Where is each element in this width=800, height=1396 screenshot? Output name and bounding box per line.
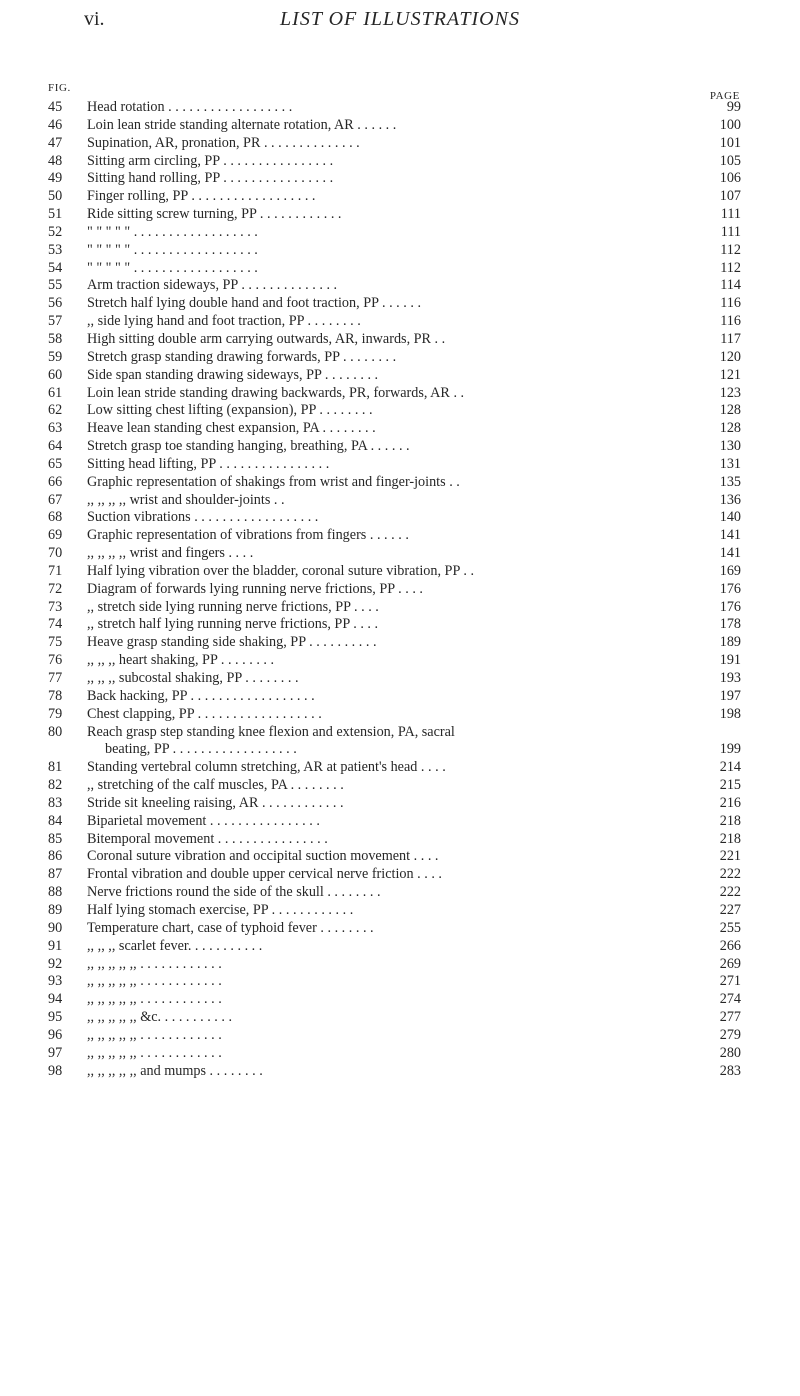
caption-text: Bitemporal movement . . . . . . . . . . . . . . . . — [87, 830, 328, 847]
caption-text: " " " " " . . . . . . . . . . . . . . . . . . — [87, 241, 258, 258]
caption-text: ,, ,, ,, ,, ,, . . . . . . . . . . . . — [87, 1044, 222, 1061]
page-number: 140 — [719, 509, 741, 526]
figure-caption — [87, 242, 711, 260]
caption-text: Temperature chart, case of typhoid fever . . . . . . . . — [87, 919, 374, 936]
page-number: 274 — [719, 991, 741, 1008]
caption-text: Frontal vibration and double upper cervical nerve friction . . . . — [87, 866, 442, 883]
list-item — [0, 634, 800, 652]
figure-number: 69 — [48, 527, 63, 544]
list-item — [0, 402, 800, 420]
list-item — [0, 277, 800, 295]
figure-number: 66 — [48, 473, 63, 490]
figure-number: 57 — [48, 313, 63, 330]
page-number: 227 — [719, 901, 741, 918]
figure-caption — [87, 385, 711, 403]
list-item — [0, 795, 800, 813]
page-number: 198 — [719, 705, 741, 722]
page-number: 121 — [719, 366, 741, 383]
caption-text: Nerve frictions round the side of the skull . . . . . . . . — [87, 884, 381, 901]
page-number: 216 — [719, 794, 741, 811]
figure-caption — [87, 527, 711, 545]
figure-number: 60 — [48, 366, 63, 383]
figure-number: 86 — [48, 848, 63, 865]
page-number: 266 — [719, 937, 741, 954]
caption-text: High sitting double arm carrying outwards, AR, inwards, PR . . — [87, 330, 446, 347]
caption-text: Heave lean standing chest expansion, PA . . . . . . . . — [87, 420, 376, 437]
page-number: 141 — [719, 527, 741, 544]
list-item — [0, 688, 800, 706]
page-number: 136 — [719, 491, 741, 508]
caption-text: ,, ,, ,, ,, ,, . . . . . . . . . . . . — [87, 991, 222, 1008]
caption-text: Loin lean stride standing alternate rotation, AR . . . . . . — [87, 116, 397, 133]
page-number: 197 — [719, 687, 741, 704]
page-number: 141 — [719, 545, 741, 562]
caption-text: Side span standing drawing sideways, PP . . . . . . . . — [87, 366, 379, 383]
list-item — [0, 527, 800, 545]
page-number: 107 — [719, 188, 741, 205]
figure-number: 92 — [48, 955, 63, 972]
caption-text: Heave grasp standing side shaking, PP . . . . . . . . . . — [87, 634, 377, 651]
caption-text: ,, ,, ,, ,, wrist and shoulder-joints . . — [87, 491, 285, 508]
list-item — [0, 474, 800, 492]
caption-text: Sitting head lifting, PP . . . . . . . . . . . . . . . . — [87, 455, 330, 472]
figure-number: 84 — [48, 812, 63, 829]
figure-number: 82 — [48, 777, 63, 794]
figure-number: 53 — [48, 241, 63, 258]
caption-text: Stretch grasp toe standing hanging, breathing, PA . . . . . . — [87, 438, 410, 455]
page-number: 176 — [719, 598, 741, 615]
figure-caption — [87, 474, 711, 492]
page-number: 199 — [719, 741, 741, 758]
figure-caption — [87, 349, 711, 367]
page-number: 271 — [719, 973, 741, 990]
page-number: 283 — [719, 1062, 741, 1079]
page-title: LIST OF ILLUSTRATIONS — [280, 8, 520, 30]
figure-number: 78 — [48, 687, 63, 704]
page-number: 277 — [719, 1009, 741, 1026]
figure-number: 64 — [48, 438, 63, 455]
caption-text: Graphic representation of shakings from wrist and finger-joints . . — [87, 473, 460, 490]
page-number: 131 — [719, 455, 741, 472]
list-item — [0, 902, 800, 920]
list-item — [0, 813, 800, 831]
figure-caption — [87, 492, 711, 510]
figure-number: 49 — [48, 170, 63, 187]
figure-number: 74 — [48, 616, 63, 633]
page-number: 193 — [719, 670, 741, 686]
list-item — [0, 438, 800, 456]
page-number: 269 — [719, 955, 741, 972]
figure-caption — [87, 688, 711, 706]
caption-text: ,, ,, ,, ,, wrist and fingers . . . . — [87, 545, 254, 562]
figure-caption — [87, 1063, 711, 1081]
figure-caption — [87, 438, 711, 456]
page-number: 135 — [719, 473, 741, 490]
page-number: 120 — [719, 348, 741, 365]
figure-caption — [87, 135, 711, 153]
figure-caption — [87, 777, 711, 795]
figure-number: 77 — [48, 670, 63, 686]
fig-column-header: FIG. — [48, 82, 71, 94]
caption-text: Loin lean stride standing drawing backwards, PR, forwards, AR . . — [87, 384, 465, 401]
figure-caption — [87, 616, 711, 634]
page-number: 280 — [719, 1044, 741, 1061]
figure-caption — [87, 599, 711, 617]
figure-caption — [87, 759, 711, 777]
list-item — [0, 866, 800, 884]
figure-number: 90 — [48, 919, 63, 936]
list-item — [0, 616, 800, 634]
figure-number: 61 — [48, 384, 63, 401]
figure-caption — [87, 277, 711, 295]
list-item — [0, 117, 800, 135]
caption-text: Stride sit kneeling raising, AR . . . . . . . . . . . . — [87, 794, 344, 811]
figure-number: 45 — [48, 99, 63, 115]
caption-text: Half lying vibration over the bladder, coronal suture vibration, PP . . — [87, 562, 475, 579]
figure-caption — [87, 848, 711, 866]
page-number: 112 — [720, 259, 741, 276]
list-item — [0, 295, 800, 313]
figure-number: 73 — [48, 598, 63, 615]
figure-number: 75 — [48, 634, 63, 651]
figure-caption — [87, 563, 711, 581]
list-item — [0, 884, 800, 902]
list-item — [0, 1045, 800, 1063]
figure-caption — [87, 831, 711, 849]
page-number: 128 — [719, 402, 741, 419]
figure-number: 94 — [48, 991, 63, 1008]
figure-number: 80 — [48, 723, 63, 740]
figure-caption — [87, 1027, 711, 1045]
caption-text: Coronal suture vibration and occipital suction movement . . . . — [87, 848, 439, 865]
page-number: 189 — [719, 634, 741, 651]
figure-number: 85 — [48, 830, 63, 847]
list-item — [0, 224, 800, 242]
list-item — [0, 545, 800, 563]
caption-text: ,, ,, ,, ,, ,, and mumps . . . . . . . . — [87, 1062, 263, 1079]
list-item — [0, 706, 800, 724]
page-number: 221 — [719, 848, 741, 865]
page-number: 255 — [719, 919, 741, 936]
figure-number: 65 — [48, 455, 63, 472]
figure-caption — [87, 973, 711, 991]
figure-caption — [87, 117, 711, 135]
page-number: 279 — [719, 1026, 741, 1043]
figure-number: 98 — [48, 1062, 63, 1079]
list-item — [0, 1027, 800, 1045]
list-item — [0, 313, 800, 331]
caption-text: Finger rolling, PP . . . . . . . . . . . . . . . . . . — [87, 188, 316, 205]
caption-text: ,, ,, ,, ,, ,, . . . . . . . . . . . . — [87, 955, 222, 972]
caption-text: Standing vertebral column stretching, AR at patient's head . . . . — [87, 759, 446, 776]
figure-number: 88 — [48, 884, 63, 901]
list-item — [0, 599, 800, 617]
caption-text: Stretch half lying double hand and foot traction, PP . . . . . . — [87, 295, 422, 312]
list-item — [0, 1063, 800, 1081]
caption-text: Biparietal movement . . . . . . . . . . . . . . . . — [87, 812, 320, 829]
caption-text: Chest clapping, PP . . . . . . . . . . . . . . . . . . — [87, 705, 322, 722]
page-number: 169 — [719, 562, 741, 579]
figure-number: 55 — [48, 277, 63, 294]
list-item — [0, 331, 800, 349]
list-item — [0, 367, 800, 385]
figure-number: 81 — [48, 759, 63, 776]
figure-number: 56 — [48, 295, 63, 312]
page-number: 117 — [720, 330, 741, 347]
page-number: 130 — [719, 438, 741, 455]
list-item — [0, 920, 800, 938]
caption-text: ,, ,, ,, ,, ,, &c. . . . . . . . . . . — [87, 1009, 233, 1026]
figure-number: 70 — [48, 545, 63, 562]
figure-caption — [87, 991, 711, 1009]
figure-caption — [87, 652, 711, 670]
caption-text: " " " " " . . . . . . . . . . . . . . . . . . — [87, 259, 258, 276]
figure-number: 58 — [48, 330, 63, 347]
page-number: 116 — [720, 295, 741, 312]
figure-caption — [87, 866, 711, 884]
figure-number: 51 — [48, 206, 63, 223]
list-item — [0, 973, 800, 991]
page-number: 101 — [719, 134, 741, 151]
list-item — [0, 1009, 800, 1027]
page-number: 111 — [720, 223, 741, 240]
page-number: 191 — [719, 652, 741, 669]
figure-number: 89 — [48, 901, 63, 918]
figure-number: 52 — [48, 223, 63, 240]
figure-caption — [87, 545, 711, 563]
caption-text: ,, ,, ,, subcostal shaking, PP . . . . . . . . — [87, 670, 299, 686]
figure-number: 47 — [48, 134, 63, 151]
caption-text: Graphic representation of vibrations from fingers . . . . . . — [87, 527, 409, 544]
figure-number: 62 — [48, 402, 63, 419]
list-item — [0, 563, 800, 581]
list-item — [0, 938, 800, 956]
figure-number: 87 — [48, 866, 63, 883]
figure-caption — [87, 956, 711, 974]
list-item — [0, 492, 800, 510]
list-item — [0, 456, 800, 474]
page-number: 112 — [720, 241, 741, 258]
figure-caption — [87, 884, 711, 902]
list-item — [0, 652, 800, 670]
figure-number: 95 — [48, 1009, 63, 1026]
caption-text: Sitting hand rolling, PP . . . . . . . . . . . . . . . . — [87, 170, 334, 187]
page-number: 222 — [719, 884, 741, 901]
caption-text: Diagram of forwards lying running nerve frictions, PP . . . . — [87, 580, 423, 597]
list-item — [0, 99, 800, 117]
caption-text: ,, ,, ,, heart shaking, PP . . . . . . . . — [87, 652, 275, 669]
page-number: 106 — [719, 170, 741, 187]
page-number: 100 — [719, 116, 741, 133]
caption-text: Low sitting chest lifting (expansion), PP . . . . . . . . — [87, 402, 373, 419]
list-item — [0, 831, 800, 849]
caption-text: Supination, AR, pronation, PR . . . . . . . . . . . . . . — [87, 134, 360, 151]
figure-caption — [87, 260, 711, 278]
figure-caption — [87, 902, 711, 920]
list-item — [0, 581, 800, 599]
figure-number: 97 — [48, 1044, 63, 1061]
figure-caption — [87, 295, 711, 313]
list-item — [0, 206, 800, 224]
page-number: 114 — [720, 277, 741, 294]
list-item — [0, 260, 800, 278]
figure-number: 72 — [48, 580, 63, 597]
caption-text: Reach grasp step standing knee flexion and extension, PA, sacral — [87, 723, 455, 740]
figure-number: 50 — [48, 188, 63, 205]
figure-caption — [87, 670, 711, 688]
figure-caption — [87, 938, 711, 956]
page-number: 99 — [726, 99, 741, 115]
page-header — [0, 0, 800, 60]
page-number: 105 — [719, 152, 741, 169]
figure-caption — [87, 206, 711, 224]
list-item — [0, 670, 800, 688]
figure-caption — [87, 920, 711, 938]
figure-caption — [87, 188, 711, 206]
figure-number: 59 — [48, 348, 63, 365]
figure-caption — [87, 706, 711, 724]
caption-text: Back hacking, PP . . . . . . . . . . . . . . . . . . — [87, 687, 315, 704]
list-item — [0, 759, 800, 777]
page-number: 215 — [719, 777, 741, 794]
figure-number: 93 — [48, 973, 63, 990]
figure-number: 54 — [48, 259, 63, 276]
list-item — [0, 991, 800, 1009]
figure-caption — [87, 1009, 711, 1027]
figure-number: 83 — [48, 794, 63, 811]
page-number: 214 — [719, 759, 741, 776]
figure-caption — [87, 331, 711, 349]
page-number: 178 — [719, 616, 741, 633]
page-number: 111 — [720, 206, 741, 223]
figure-caption — [87, 581, 711, 599]
figure-number: 48 — [48, 152, 63, 169]
caption-text: ,, ,, ,, scarlet fever. . . . . . . . . . . — [87, 937, 263, 954]
list-item — [0, 724, 800, 760]
figure-caption — [87, 795, 711, 813]
illustrations-list — [0, 99, 800, 1080]
list-item — [0, 135, 800, 153]
figure-caption — [87, 402, 711, 420]
caption-text: ,, stretch side lying running nerve frictions, PP . . . . — [87, 598, 379, 615]
page-numeral: vi. — [84, 8, 105, 30]
figure-caption — [87, 456, 711, 474]
figure-caption — [87, 224, 711, 242]
list-item — [0, 956, 800, 974]
caption-text: Arm traction sideways, PP . . . . . . . . . . . . . . — [87, 277, 338, 294]
list-item — [0, 420, 800, 438]
caption-text: Suction vibrations . . . . . . . . . . . . . . . . . . — [87, 509, 319, 526]
caption-text: ,, side lying hand and foot traction, PP . . . . . . . . — [87, 313, 361, 330]
caption-text: ,, stretching of the calf muscles, PA . . . . . . . . — [87, 777, 344, 794]
figure-caption — [87, 367, 711, 385]
list-item — [0, 170, 800, 188]
list-item — [0, 188, 800, 206]
caption-text: Sitting arm circling, PP . . . . . . . . . . . . . . . . — [87, 152, 334, 169]
caption-continuation: beating, PP . . . . . . . . . . . . . . . . . . — [105, 741, 297, 758]
figure-number: 79 — [48, 705, 63, 722]
figure-number: 67 — [48, 491, 63, 508]
page-number: 128 — [719, 420, 741, 437]
figure-number: 46 — [48, 116, 63, 133]
figure-caption — [87, 313, 711, 331]
page-column-header: PAGE — [709, 90, 740, 102]
figure-caption — [87, 813, 711, 831]
list-item — [0, 848, 800, 866]
list-item — [0, 509, 800, 527]
figure-number: 91 — [48, 937, 63, 954]
figure-caption — [87, 170, 711, 188]
figure-caption — [87, 420, 711, 438]
figure-caption — [87, 634, 711, 652]
caption-text: " " " " " . . . . . . . . . . . . . . . . . . — [87, 223, 258, 240]
figure-number: 63 — [48, 420, 63, 437]
figure-caption — [87, 1045, 711, 1063]
caption-text: Half lying stomach exercise, PP . . . . . . . . . . . . — [87, 901, 354, 918]
page-number: 218 — [719, 812, 741, 829]
figure-caption — [87, 153, 711, 171]
caption-text: ,, ,, ,, ,, ,, . . . . . . . . . . . . — [87, 1026, 222, 1043]
list-item — [0, 242, 800, 260]
page-number: 123 — [719, 384, 741, 401]
caption-text: ,, stretch half lying running nerve frictions, PP . . . . — [87, 616, 379, 633]
caption-text: Ride sitting screw turning, PP . . . . . . . . . . . . — [87, 206, 342, 223]
figure-number: 76 — [48, 652, 63, 669]
page-number: 222 — [719, 866, 741, 883]
list-item — [0, 777, 800, 795]
page-number: 116 — [720, 313, 741, 330]
figure-number: 96 — [48, 1026, 63, 1043]
caption-text: Stretch grasp standing drawing forwards, PP . . . . . . . . — [87, 348, 397, 365]
figure-number: 68 — [48, 509, 63, 526]
page-number: 218 — [719, 830, 741, 847]
list-item — [0, 385, 800, 403]
figure-caption — [87, 99, 711, 117]
caption-text: ,, ,, ,, ,, ,, . . . . . . . . . . . . — [87, 973, 222, 990]
list-item — [0, 153, 800, 171]
figure-caption — [87, 724, 711, 760]
figure-caption — [87, 509, 711, 527]
page-number: 176 — [719, 580, 741, 597]
list-item — [0, 349, 800, 367]
caption-text: Head rotation . . . . . . . . . . . . . . . . . . — [87, 99, 293, 115]
figure-number: 71 — [48, 562, 63, 579]
